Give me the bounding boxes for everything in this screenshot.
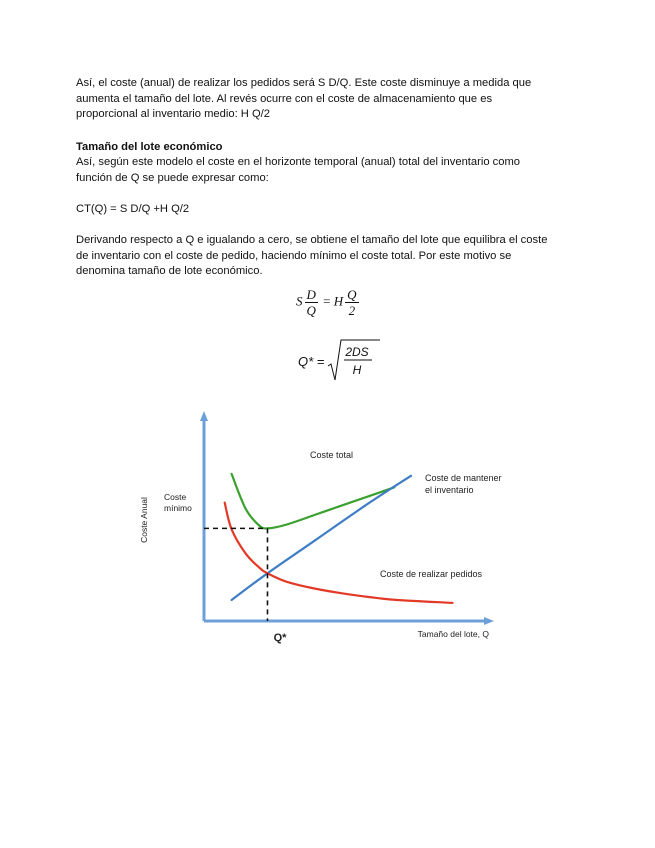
eq-symbol-h: H xyxy=(333,293,344,309)
ct-formula: CT(Q) = S D/Q +H Q/2 xyxy=(76,203,190,215)
section-heading: Tamaño del lote económico xyxy=(76,141,223,153)
y-marker-label-line2: mínimo xyxy=(164,503,192,513)
text-line: Así, el coste (anual) de realizar los pedidos será S D/Q. Este coste disminuye a medida que xyxy=(76,77,532,89)
fraction-numerator: D xyxy=(306,287,316,302)
text-line: denomina tamaño de lote económico. xyxy=(76,265,263,277)
text-line: aumenta el tamaño del lote. Al revés ocurre con el coste de almacenamiento que es xyxy=(76,92,493,105)
fraction-denominator: Q xyxy=(306,303,316,318)
y-axis-label: Coste Anual xyxy=(139,497,149,543)
x-marker-label: Q* xyxy=(273,632,287,644)
eq-symbol-s: S xyxy=(296,293,303,309)
text-line: función de Q se puede expresar como: xyxy=(76,171,269,184)
sqrt-denominator: H xyxy=(352,363,362,377)
series-coste-mantener xyxy=(232,476,411,600)
text-line: Así, según este modelo el coste en el horizonte temporal (anual) total del inventario como xyxy=(76,156,521,168)
text-line: proporcional al inventario medio: H Q/2 xyxy=(76,108,271,120)
sqrt-numerator: 2DS xyxy=(345,345,369,359)
equals-sign: = xyxy=(323,293,331,309)
fraction-denominator: 2 xyxy=(348,303,356,318)
q-star-lhs: Q* = xyxy=(298,354,325,369)
text-line: de inventario con el coste de pedido, haciendo mínimo el coste total. Por este motivo se xyxy=(76,249,512,262)
label-coste-mantener-line2: el inventario xyxy=(425,485,474,495)
label-coste-total: Coste total xyxy=(310,450,354,460)
label-coste-pedidos: Coste de realizar pedidos xyxy=(380,569,483,579)
x-axis-label: Tamaño del lote, Q xyxy=(417,629,489,639)
series-coste-pedidos xyxy=(225,503,453,603)
label-coste-mantener-line1: Coste de mantener xyxy=(425,473,502,483)
y-marker-label-line1: Coste xyxy=(164,492,187,502)
text-line: Derivando respecto a Q e igualando a cero, se obtiene el tamaño del lote que equilibra el coste xyxy=(76,234,548,246)
fraction-numerator: Q xyxy=(347,287,357,302)
